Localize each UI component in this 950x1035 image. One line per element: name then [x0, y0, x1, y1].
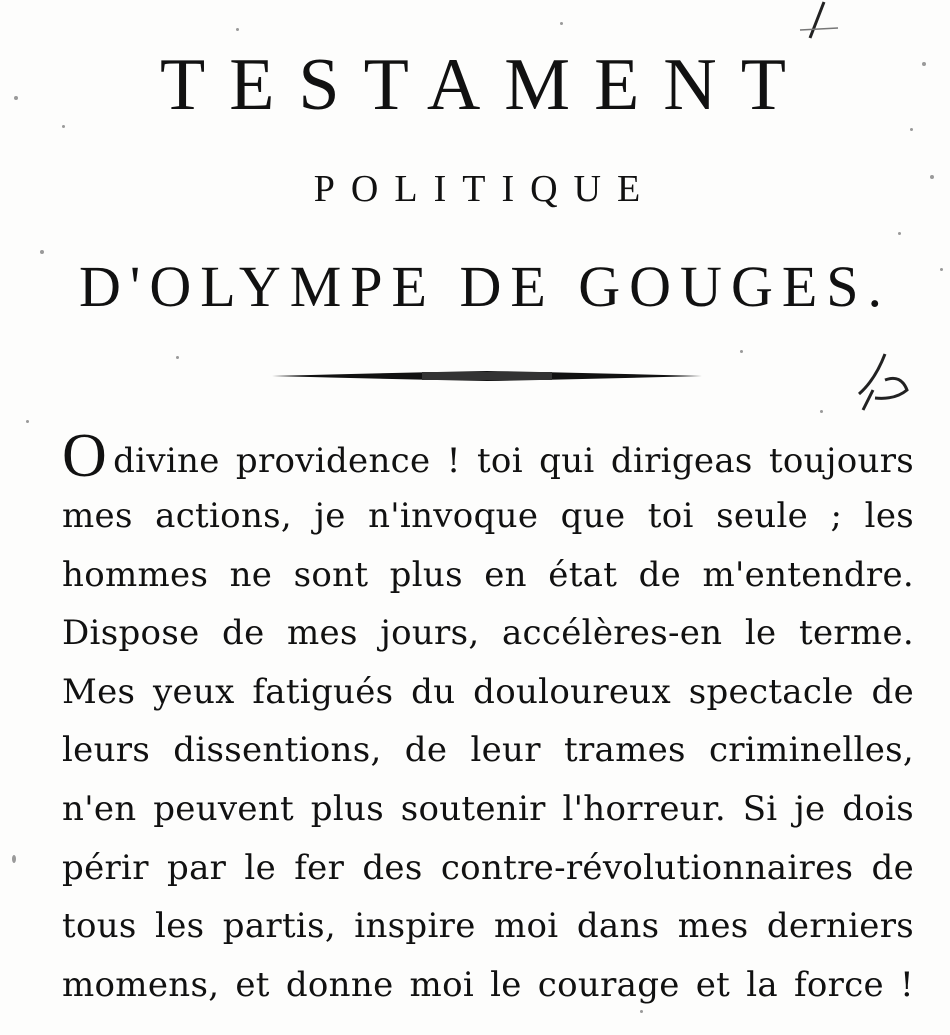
- body-paragraph: [62, 422, 914, 1014]
- ink-stroke-mark: [790, 0, 850, 60]
- text-line: Dispose de mes jours, accélères-en le terme.: [62, 613, 914, 654]
- drop-cap: O: [62, 422, 108, 490]
- first-line-text: divine providence ! toi qui dirigeas toujours: [113, 441, 914, 481]
- paper-speck: [740, 350, 743, 353]
- paper-speck: [898, 232, 901, 235]
- document-title: TESTAMENT: [160, 44, 810, 126]
- text-line: n'en peuvent plus soutenir l'horreur. Si je dois: [62, 788, 914, 829]
- paper-speck: [940, 268, 943, 271]
- paper-speck: [820, 410, 823, 413]
- document-subtitle: POLITIQUE: [313, 168, 657, 210]
- text-line: Mes yeux fatigués du douloureux spectacle de: [62, 671, 914, 712]
- paper-speck: [40, 250, 44, 254]
- paper-speck: [640, 1010, 643, 1013]
- paper-speck: [930, 175, 934, 179]
- paper-speck: [26, 420, 29, 423]
- paper-speck: [910, 128, 913, 131]
- text-line: [62, 422, 914, 490]
- ink-squiggle-mark: [845, 350, 925, 420]
- paper-speck: [922, 62, 926, 66]
- text-line: périr par le fer des contre-révolutionnaires de: [62, 847, 914, 888]
- document-author-line: D'OLYMPE DE GOUGES.: [78, 254, 892, 319]
- text-line: tous les partis, inspire moi dans mes derniers: [62, 906, 914, 947]
- text-line: leurs dissentions, de leur trames criminelles,: [62, 730, 914, 771]
- paper-speck: [176, 356, 179, 359]
- text-line: momens, et donne moi le courage et la force !: [62, 964, 914, 1005]
- text-line: mes actions, je n'invoque que toi seule ; les: [62, 496, 914, 536]
- paper-speck: [560, 22, 563, 25]
- paper-speck: [62, 125, 65, 128]
- paper-speck: [12, 855, 16, 863]
- ornamental-rule: [272, 364, 702, 388]
- paper-speck: [14, 96, 18, 100]
- text-line: hommes ne sont plus en état de m'entendre.: [62, 554, 914, 595]
- paper-speck: [236, 28, 239, 31]
